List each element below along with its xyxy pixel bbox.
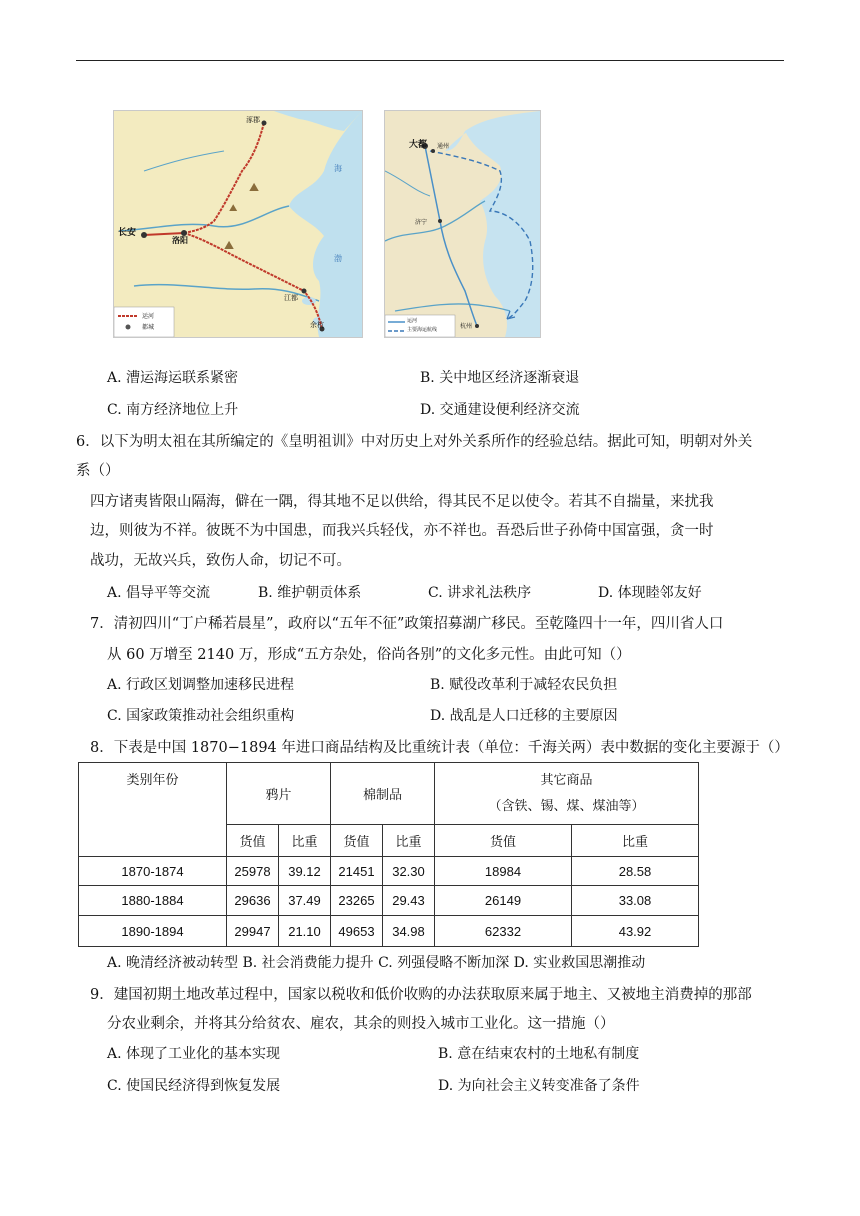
legend-sea-route: 主要海运航线 — [407, 327, 438, 333]
header-other-line1: 其它商品 — [540, 772, 593, 788]
row-other-value: 18984 — [435, 857, 572, 886]
label-dadu: 大都 — [409, 140, 428, 150]
q6-option-c[interactable]: C. 讲求礼法秩序 — [428, 585, 532, 601]
svg-text:⛰: ⛰ — [229, 203, 238, 214]
q5-option-b[interactable]: B. 关中地区经济逐渐衰退 — [420, 370, 580, 386]
svg-text:⛰: ⛰ — [224, 238, 235, 252]
q6-quote-line1: 四方诸夷皆限山隔海，僻在一隅，得其地不足以供给，得其民不足以使令。若其不自揣量，来扰我 — [90, 494, 714, 510]
label-yuhang: 余杭 — [310, 321, 324, 329]
q9-stem-line2: 分农业剩余，并将其分给贫农、雇农，其余的则投入城市工业化。这一措施（） — [107, 1016, 615, 1032]
q7-option-b[interactable]: B. 赋役改革利于减轻农民负担 — [430, 677, 618, 693]
row-cotton-value: 23265 — [331, 886, 383, 916]
q9-stem-line1: 9．建国初期土地改革过程中，国家以税收和低价收购的办法获取原来属于地主、又被地主消费掉的那部 — [90, 987, 752, 1003]
subheader-opium-value: 货值 — [227, 825, 279, 857]
row-other-value: 62332 — [435, 916, 572, 947]
row-other-value: 26149 — [435, 886, 572, 916]
subheader-cotton-value: 货值 — [331, 825, 383, 857]
row-opium-value: 29636 — [227, 886, 279, 916]
q6-option-b[interactable]: B. 维护朝贡体系 — [258, 585, 362, 601]
row-opium-value: 29947 — [227, 916, 279, 947]
q7-option-a[interactable]: A. 行政区划调整加速移民进程 — [107, 677, 295, 693]
svg-text:海: 海 — [334, 164, 342, 173]
q6-option-a[interactable]: A. 倡导平等交流 — [107, 585, 211, 601]
label-tongzhou: 通州 — [437, 143, 450, 150]
row-opium-value: 25978 — [227, 857, 279, 886]
q9-option-c[interactable]: C. 使国民经济得到恢复发展 — [107, 1078, 281, 1094]
header-opium: 鸦片 — [227, 763, 331, 825]
subheader-other-share: 比重 — [572, 825, 699, 857]
row-opium-share: 37.49 — [279, 886, 331, 916]
sui-canal-map — [113, 110, 363, 338]
q7-option-d[interactable]: D. 战乱是人口迁移的主要原因 — [430, 708, 618, 724]
table-row — [79, 916, 699, 947]
row-opium-share: 21.10 — [279, 916, 331, 947]
label-zhuojun: 涿郡 — [246, 116, 260, 124]
q9-option-d[interactable]: D. 为向社会主义转变准备了条件 — [438, 1078, 640, 1094]
q6-stem-line1: 6．以下为明太祖在其所编定的《皇明祖训》中对历史上对外关系所作的经验总结。据此可知，明朝对外关 — [76, 434, 753, 450]
row-cotton-share: 34.98 — [383, 916, 435, 947]
label-changan: 长安 — [118, 228, 137, 238]
row-cotton-share: 32.30 — [383, 857, 435, 886]
label-hangzhou: 杭州 — [460, 323, 473, 330]
legend-canal: 运河 — [142, 313, 155, 320]
q5-option-d[interactable]: D. 交通建设便利经济交流 — [420, 402, 580, 418]
header-rule — [76, 60, 784, 61]
table-row — [79, 886, 699, 916]
row-period: 1870-1874 — [79, 857, 227, 886]
q5-option-a[interactable]: A. 漕运海运联系紧密 — [107, 370, 239, 386]
q7-stem-line1: 7．清初四川“丁户稀若晨星”，政府以“五年不征”政策招募湖广移民。至乾隆四十一年，四川省人口 — [90, 616, 724, 632]
q8-options[interactable]: A. 晚清经济被动转型 B. 社会消费能力提升 C. 列强侵略不断加深 D. 实业救国思潮推动 — [107, 955, 646, 971]
header-other-line2: （含铁、锡、煤、煤油等） — [488, 798, 645, 814]
subheader-other-value: 货值 — [435, 825, 572, 857]
label-jiangdu: 江都 — [284, 294, 298, 302]
row-opium-share: 39.12 — [279, 857, 331, 886]
q7-stem-line2: 从 60 万增至 2140 万，形成“五方杂处，俗尚各别”的文化多元性。由此可知（） — [107, 647, 631, 663]
q6-quote-line2: 边，则彼为不祥。彼既不为中国患，而我兴兵轻伐，亦不祥也。吾恐后世子孙倚中国富强，贪一时 — [90, 523, 714, 539]
table-row — [79, 857, 699, 886]
q5-option-c[interactable]: C. 南方经济地位上升 — [107, 402, 239, 418]
q9-option-b[interactable]: B. 意在结束农村的土地私有制度 — [438, 1046, 640, 1062]
legend-canal-2: 运河 — [407, 318, 418, 324]
row-cotton-share: 29.43 — [383, 886, 435, 916]
q6-quote-line3: 战功，无故兴兵，致伤人命，切记不可。 — [90, 553, 351, 569]
header-other — [435, 763, 699, 825]
row-other-share: 28.58 — [572, 857, 699, 886]
svg-text:⛰: ⛰ — [249, 180, 260, 194]
label-jining: 济宁 — [415, 219, 428, 226]
row-other-share: 43.92 — [572, 916, 699, 947]
row-period: 1890-1894 — [79, 916, 227, 947]
q6-option-d[interactable]: D. 体现睦邻友好 — [598, 585, 702, 601]
row-cotton-value: 49653 — [331, 916, 383, 947]
sui-canal-map-drawing — [114, 111, 362, 337]
legend-capital: 都城 — [142, 324, 155, 331]
yuan-canal-map — [384, 110, 541, 338]
subheader-opium-share: 比重 — [279, 825, 331, 857]
q6-stem-line2: 系（） — [76, 463, 120, 479]
svg-text:渤: 渤 — [334, 254, 342, 263]
row-cotton-value: 21451 — [331, 857, 383, 886]
q8-stem: 8．下表是中国 1870−1894 年进口商品结构及比重统计表（单位：千海关两）表中数据的变化主要源于（） — [90, 740, 789, 756]
subheader-cotton-share: 比重 — [383, 825, 435, 857]
q9-option-a[interactable]: A. 体现了工业化的基本实现 — [107, 1046, 281, 1062]
row-period: 1880-1884 — [79, 886, 227, 916]
header-cotton: 棉制品 — [331, 763, 435, 825]
row-other-share: 33.08 — [572, 886, 699, 916]
import-structure-table — [78, 762, 699, 947]
table-corner-header: 类别年份 — [79, 763, 227, 857]
label-luoyang: 洛阳 — [172, 235, 188, 245]
q7-option-c[interactable]: C. 国家政策推动社会组织重构 — [107, 708, 295, 724]
